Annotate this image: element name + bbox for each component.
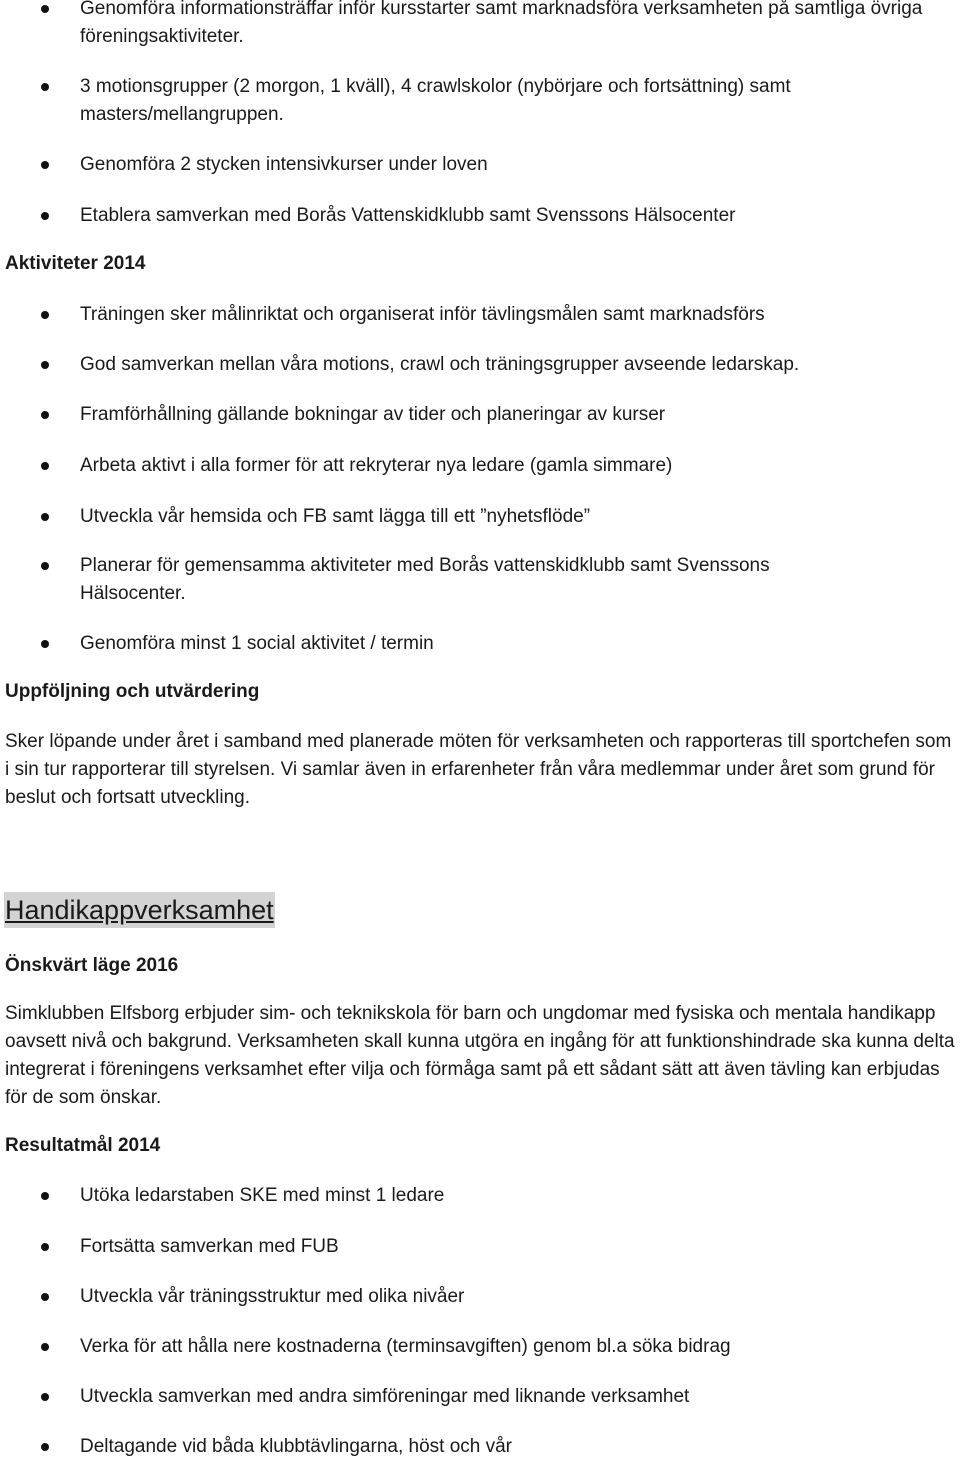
list-item-text: Verka för att hålla nere kostnaderna (terminsavgiften) genom bl.a söka bidrag [80,1336,731,1357]
list-item-text: Framförhållning gällande bokningar av tider och planeringar av kurser [80,404,666,425]
paragraph-uppfoljning: Sker löpande under året i samband med planerade möten för verksamheten och rapporteras till sportchefen som i sin tur rapporterar till styrelsen. Vi samlar även in erfarenheter från våra medlemmar under året som grund för beslut och fortsatt utveckling. [5,731,952,808]
section-heading-onskvart-lage: Önskvärt läge 2016 [5,955,179,976]
list-item-text: Deltagande vid båda klubbtävlingarna, höst och vår [80,1436,513,1457]
bullet-icon [41,562,49,570]
list-item-text: Genomföra 2 stycken intensivkurser under loven [80,154,488,175]
list-item-text: 3 motionsgrupper (2 morgon, 1 kväll), 4 crawlskolor (nybörjare och fortsättning) samt masters/mellangruppen. [80,76,791,125]
list-item-text: Fortsätta samverkan med FUB [80,1236,339,1257]
bullet-icon [41,1293,49,1301]
bullet-icon [41,1243,49,1251]
list-item-text: God samverkan mellan våra motions, crawl och träningsgrupper avseende ledarskap. [80,354,800,375]
bullet-icon [41,1393,49,1401]
bullet-icon [41,361,49,369]
list-item-text: Utveckla vår hemsida och FB samt lägga till ett ”nyhetsflöde” [80,506,591,527]
list-item-text: Genomföra informationsträffar inför kursstarter samt marknadsföra verksamheten på samtliga övriga föreningsaktiviteter. [80,0,923,47]
section-title-handikappverksamhet: Handikappverksamhet [4,892,275,928]
list-item-text: Arbeta aktivt i alla former för att rekryterar nya ledare (gamla simmare) [80,455,673,476]
list-item-text: Utveckla samverkan med andra simföreningar med liknande verksamhet [80,1386,690,1407]
paragraph-onskvart-lage: Simklubben Elfsborg erbjuder sim- och teknikskola för barn och ungdomar med fysiska och mentala handikapp oavsett nivå och bakgrund. Verksamheten skall kunna utgöra en ingång för att funktionshindrade ska kunna delta integrerat i föreningens verksamhet efter vilja och förmåga samt på ett sådant sätt att även tävling kan erbjudas för de som önskar. [5,1003,955,1108]
bullet-icon [41,212,49,220]
bullet-icon [41,161,49,169]
list-item-text: Utöka ledarstaben SKE med minst 1 ledare [80,1185,445,1206]
bullet-icon [41,5,49,13]
bullet-icon [41,411,49,419]
bullet-icon [41,311,49,319]
bullet-icon [41,1443,49,1451]
bullet-icon [41,1192,49,1200]
list-item-text: Etablera samverkan med Borås Vattenskidklubb samt Svenssons Hälsocenter [80,205,736,226]
bullet-icon [41,462,49,470]
section-heading-aktiviteter: Aktiviteter 2014 [5,253,146,274]
bullet-icon [41,1343,49,1351]
list-item-text: Genomföra minst 1 social aktivitet / termin [80,633,434,654]
list-item-text: Planerar för gemensamma aktiviteter med Borås vattenskidklubb samt Svenssons Hälsocenter. [80,555,770,604]
bullet-icon [41,640,49,648]
bullet-icon [41,513,49,521]
section-heading-resultatmal: Resultatmål 2014 [5,1135,161,1156]
section-heading-uppfoljning: Uppföljning och utvärdering [5,681,260,702]
list-item-text: Träningen sker målinriktat och organiserat inför tävlingsmålen samt marknadsförs [80,304,765,325]
bullet-icon [41,83,49,91]
list-item-text: Utveckla vår träningsstruktur med olika nivåer [80,1286,465,1307]
